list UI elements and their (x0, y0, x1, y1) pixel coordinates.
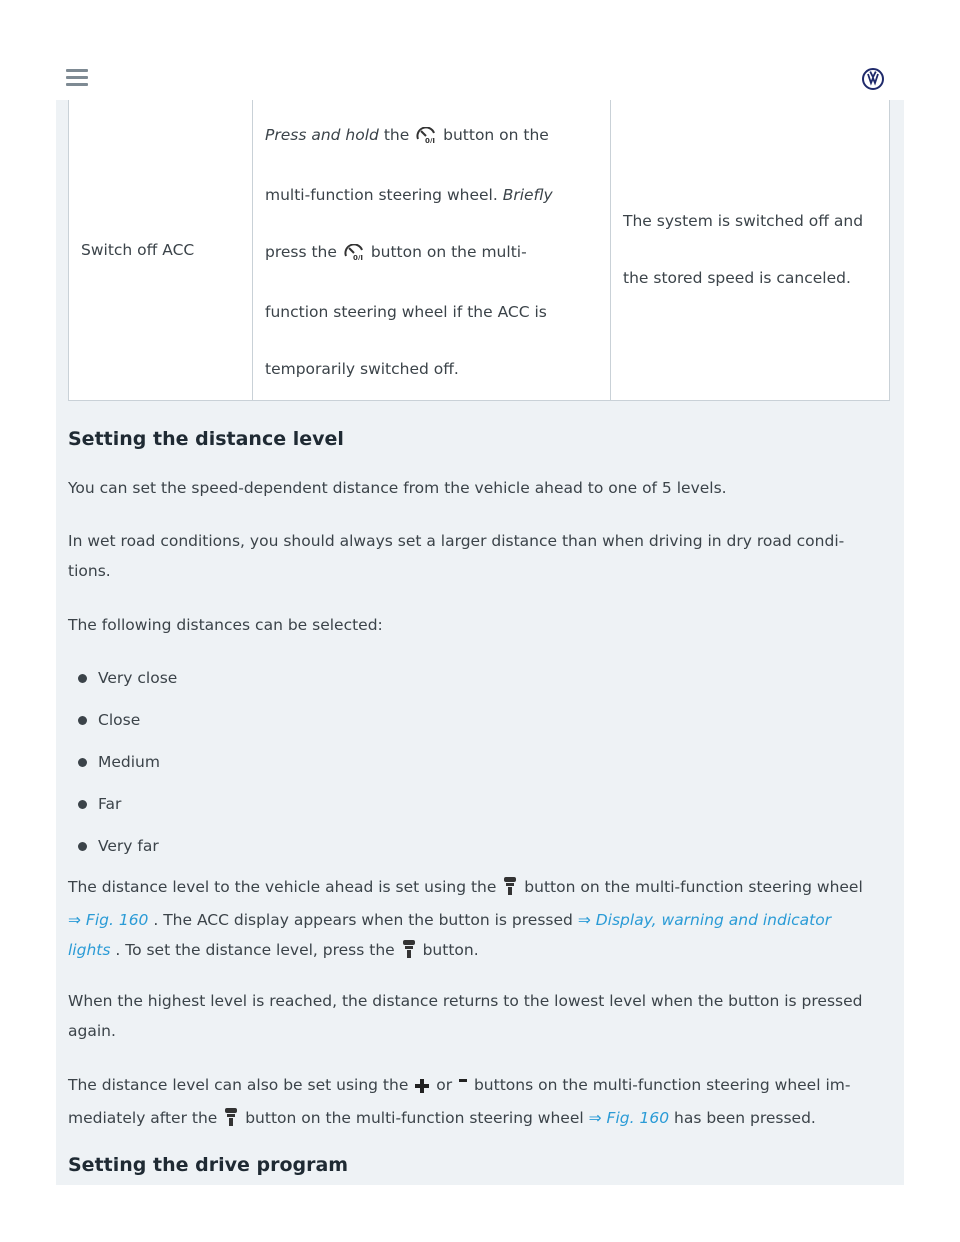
distance-button-icon (402, 938, 416, 968)
acc-on-off-button-icon (416, 110, 436, 167)
paragraph: When the highest level is reached, the distance returns to the lowest level when the button is pressed again. (68, 992, 863, 1040)
table-row (69, 100, 890, 401)
minus-icon (459, 1073, 467, 1103)
paragraph: You can set the speed-dependent distance from the vehicle ahead to one of 5 levels. (68, 479, 727, 497)
fig-160-link[interactable]: ⇒ Fig. 160 (68, 911, 149, 929)
plus-icon (415, 1073, 429, 1103)
action-cell: Press and hold the 0/I button on the multi-function steering wheel. Briefly press the 0/I button on the multi- function steering wheel if the ACC is temporarily switched off. (253, 100, 611, 401)
distance-level-list (68, 663, 177, 873)
distance-button-icon (224, 1106, 238, 1136)
paragraph: The distance level to the vehicle ahead is set using the button on the multi-function steering wheel ⇒ Fig. 160 . The ACC display appears when the button is pressed ⇒ Display, warning and indicator lights . To set the distance level, press the button. (68, 872, 890, 968)
result-cell: The system is switched off and the stored speed is canceled. (611, 100, 890, 401)
list-item: Very close (68, 663, 177, 705)
function-cell: Switch off ACC (69, 100, 253, 401)
svg-text:0/I: 0/I (352, 253, 363, 260)
acc-function-table (68, 100, 890, 401)
list-item: Far (68, 789, 177, 831)
acc-on-off-button-icon (344, 227, 364, 284)
paragraph: The following distances can be selected: (68, 616, 383, 634)
svg-text:0/I: 0/I (425, 136, 436, 143)
display-warning-link-cont[interactable]: lights (68, 941, 111, 959)
list-item: Very far (68, 831, 177, 873)
section-heading-distance: Setting the distance level (68, 428, 344, 450)
list-item: Medium (68, 747, 177, 789)
manual-content (56, 100, 904, 1185)
fig-160-link[interactable]: ⇒ Fig. 160 (588, 1109, 670, 1127)
distance-button-icon (503, 875, 517, 905)
display-warning-link[interactable]: ⇒ Display, warning and indicator (577, 911, 832, 929)
hamburger-menu-icon[interactable] (66, 69, 88, 87)
vw-logo-icon[interactable] (862, 68, 884, 90)
top-bar (0, 0, 960, 100)
paragraph: The distance level can also be set using the or buttons on the multi-function steering wheel im- mediately after the button on the multi-function steering wheel ⇒ Fig. 160 has been pressed. (68, 1070, 890, 1136)
paragraph: In wet road conditions, you should always set a larger distance than when driving in dry road condi- tions. (68, 532, 845, 580)
section-heading-drive-program: Setting the drive program (68, 1154, 349, 1176)
list-item: Close (68, 705, 177, 747)
